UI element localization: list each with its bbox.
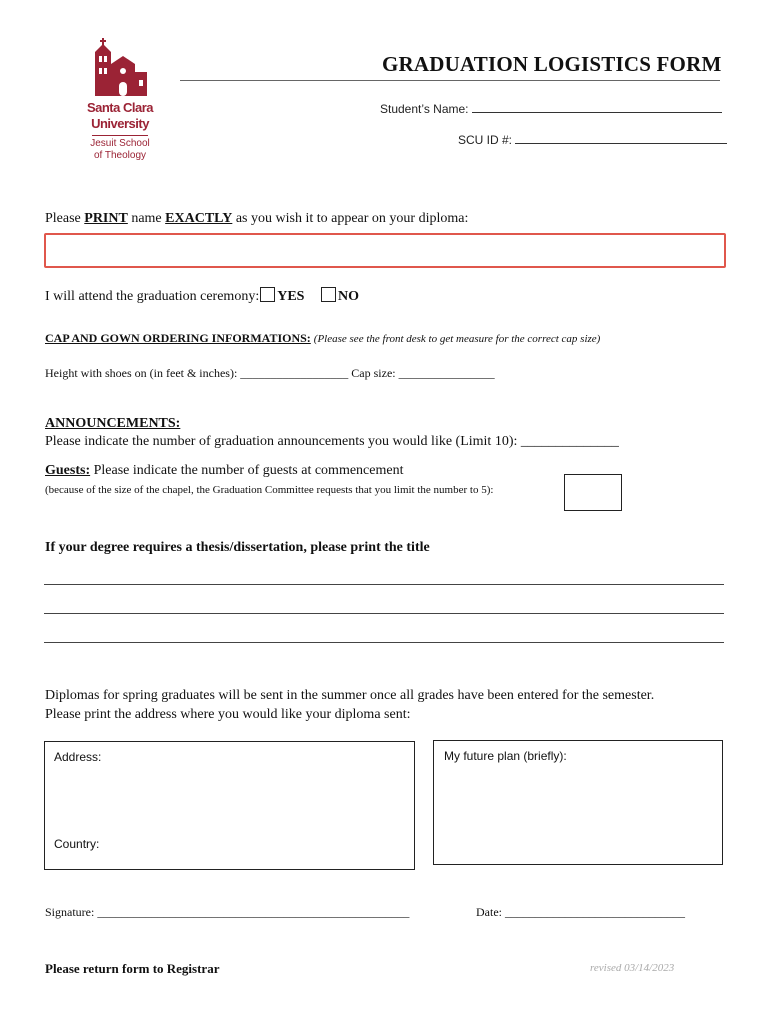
address-box[interactable]: [44, 741, 415, 870]
instruction-text: name: [127, 211, 166, 226]
exactly-emphasis: EXACTLY: [165, 211, 233, 226]
title-divider: [180, 80, 720, 81]
instruction-text: as you wish it to appear on your diploma:: [232, 211, 469, 226]
diploma-mail-line-1: Diplomas for spring graduates will be sent in the summer once all grades have been entered for the semester.: [45, 688, 655, 703]
date-field[interactable]: Date: ______________________________: [476, 905, 685, 919]
country-label: Country:: [54, 837, 100, 851]
guests-label: Guests:: [45, 463, 91, 478]
logo-text-jesuit-school: Jesuit School: [90, 138, 150, 149]
logo-text-of-theology: of Theology: [93, 150, 147, 161]
student-name-label: Student’s Name:: [380, 102, 469, 116]
cap-gown-heading: CAP AND GOWN ORDERING INFORMATIONS:: [45, 331, 311, 345]
diploma-name-instruction: [45, 211, 468, 227]
print-emphasis: PRINT: [84, 211, 128, 226]
form-title: GRADUATION LOGISTICS FORM: [382, 52, 722, 76]
diploma-name-input[interactable]: [44, 233, 726, 268]
logo-divider: [92, 135, 148, 136]
revision-date: revised 03/14/2023: [590, 962, 675, 974]
height-cap-row: [45, 366, 495, 381]
guests-text: Please indicate the number of guests at commencement: [90, 463, 404, 478]
logo-text-university: University: [91, 116, 149, 131]
cap-gown-heading-row: [45, 331, 600, 346]
guests-note: (because of the size of the chapel, the Graduation Committee requests that you limit the number to 5):: [45, 484, 494, 496]
guests-count-input[interactable]: [564, 474, 622, 511]
attendance-row: [45, 287, 359, 305]
scu-id-field[interactable]: [515, 132, 727, 144]
scu-id-label: SCU ID #:: [458, 133, 513, 147]
no-label: NO: [337, 289, 359, 304]
scu-id-row: [458, 132, 727, 147]
diploma-mail-line-2: Please print the address where you would like your diploma sent:: [45, 707, 411, 722]
attendance-question: I will attend the graduation ceremony:: [45, 289, 260, 304]
thesis-line-1[interactable]: [44, 584, 724, 585]
signature-field[interactable]: Signature: ____________________________________________________: [45, 905, 410, 919]
thesis-heading: If your degree requires a thesis/dissertation, please print the title: [45, 540, 430, 555]
announcements-heading: ANNOUNCEMENTS:: [45, 416, 181, 431]
future-plan-label: My future plan (briefly):: [444, 749, 567, 763]
logo-text-santa-clara: Santa Clara: [86, 100, 154, 115]
height-field-label[interactable]: Height with shoes on (in feet & inches): __________________: [45, 366, 349, 380]
cap-size-field-label[interactable]: Cap size: ________________: [351, 366, 495, 380]
university-logo: [84, 38, 156, 168]
future-plan-box[interactable]: [433, 740, 723, 865]
no-checkbox[interactable]: [321, 287, 336, 302]
thesis-line-2[interactable]: [44, 613, 724, 614]
yes-label: YES: [277, 289, 305, 304]
return-instruction: Please return form to Registrar: [45, 961, 220, 976]
instruction-text: Please: [45, 211, 85, 226]
student-name-row: [380, 101, 722, 116]
announcements-field[interactable]: Please indicate the number of graduation announcements you would like (Limit 10): ______________: [45, 434, 619, 449]
student-name-field[interactable]: [472, 101, 722, 113]
cap-gown-note: (Please see the front desk to get measure for the correct cap size): [313, 333, 601, 345]
yes-checkbox[interactable]: [260, 287, 275, 302]
mission-church-icon: [84, 38, 156, 100]
address-label: Address:: [54, 750, 102, 764]
guests-row: [45, 463, 403, 479]
thesis-line-3[interactable]: [44, 642, 724, 643]
